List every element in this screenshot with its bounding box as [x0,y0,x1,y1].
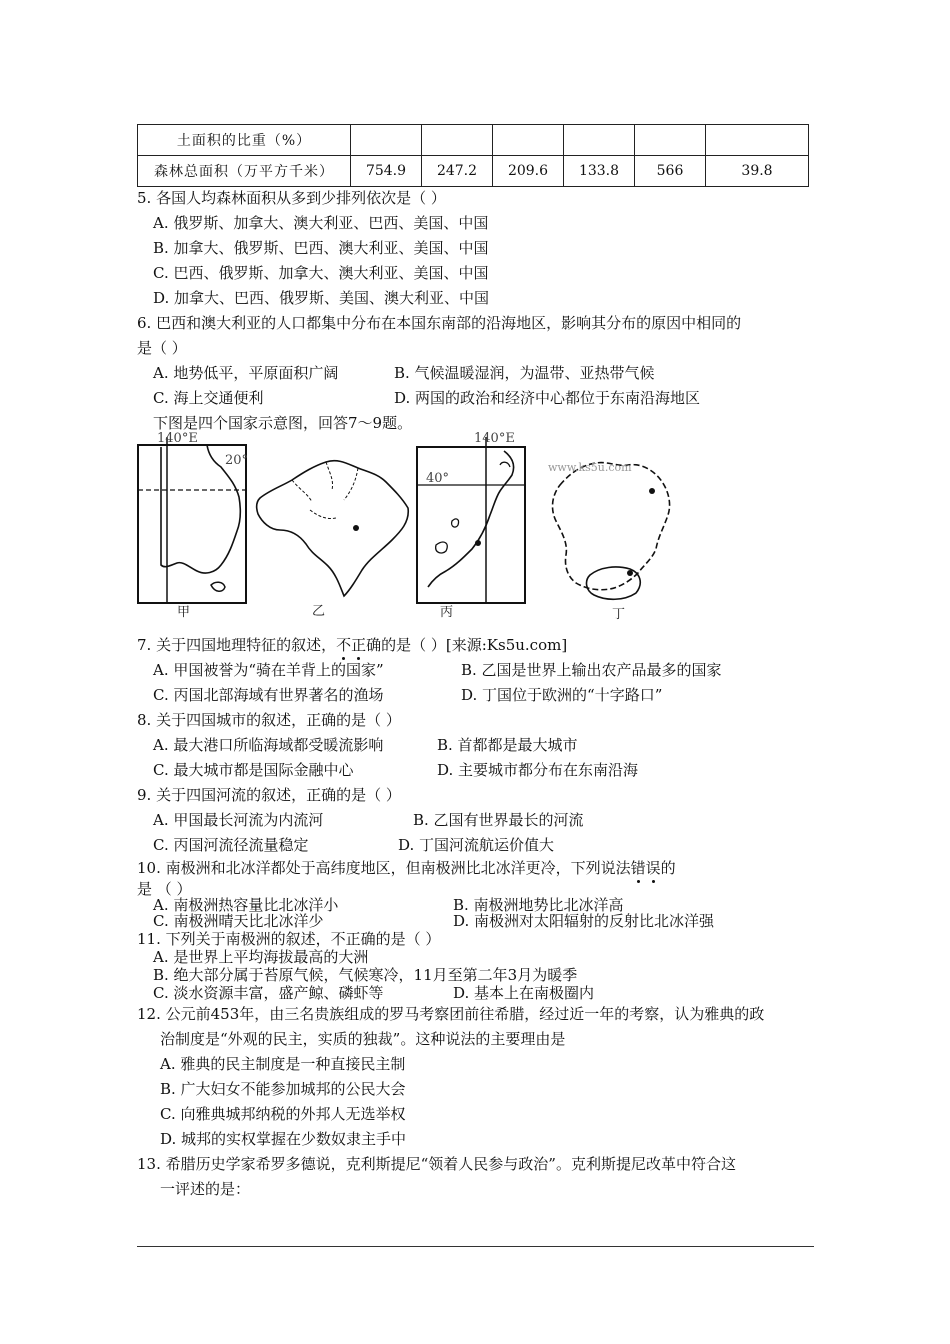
q13-stem-line2: 一评述的是： [160,1180,251,1198]
q11-option-a: A. 是世界上平均海拔最高的大洲 [153,948,369,966]
table-cell: 39.8 [706,156,809,187]
q6-option-a: A. 地势低平，平原面积广阔 [153,364,339,382]
table-row [138,125,809,156]
q8-option-b: B. 首都都是最大城市 [437,736,578,754]
q7-emphasis-char-1: 不 [336,636,352,654]
map-bing-lat-label: 40° [426,471,450,486]
table-cell: 566 [635,156,706,187]
q6-option-c: C. 海上交通便利 [153,389,264,407]
table-cell [493,125,564,156]
q5-option-a: A. 俄罗斯、加拿大、澳大利亚、巴西、美国、中国 [153,214,489,232]
table-row [138,156,809,187]
table-row-label: 森林总面积（万平方千米） [138,156,351,187]
q8-option-d: D. 主要城市都分布在东南沿海 [437,761,639,779]
q11-stem: 11. 下列关于南极洲的叙述，不正确的是（ ） [137,930,441,948]
map-bing-caption: 丙 [440,605,454,620]
table-cell [422,125,493,156]
q12-stem-line1: 12. 公元前453年，由三名贵族组成的罗马考察团前往希腊，经过近一年的考察，认为雅典的政 [137,1005,765,1023]
map-jia-lat-label: 20° [225,453,249,468]
map-jia-caption: 甲 [177,605,191,620]
q10-emphasis-char-2: 误 [645,859,661,877]
table-row-label: 土面积的比重（%） [138,125,351,156]
q10-option-c: C. 南极洲晴天比北冰洋少 [153,912,324,930]
q11-option-d: D. 基本上在南极圈内 [453,984,595,1002]
map-ding [540,455,690,622]
q9-option-d: D. 丁国河流航运价值大 [398,836,555,854]
q8-stem: 8. 关于四国城市的叙述，正确的是（ ） [137,711,401,729]
q9-stem: 9. 关于四国河流的叙述，正确的是（ ） [137,786,401,804]
map-jia [137,431,249,620]
map-ding-caption: 丁 [612,607,626,622]
q5-option-c: C. 巴西、俄罗斯、加拿大、澳大利亚、美国、中国 [153,264,489,282]
q10-option-a: A. 南极洲热容量比北冰洋小 [153,896,339,914]
q10-option-b: B. 南极洲地势比北冰洋高 [453,896,624,914]
table-cell [564,125,635,156]
map-yi [252,450,412,619]
q12-stem-line2: 治制度是“外观的民主，实质的独裁”。这种说法的主要理由是 [160,1030,566,1048]
q9-option-b: B. 乙国有世界最长的河流 [413,811,584,829]
intro-q7-9: 下图是四个国家示意图，回答7～9题。 [153,414,413,432]
table-cell [706,125,809,156]
q7-option-a: A. 甲国被誉为“骑在羊背上的国家” [153,661,384,679]
q7-option-c: C. 丙国北部海域有世界著名的渔场 [153,686,384,704]
q10-stem-post: 的 [660,859,676,877]
q13-stem-line1: 13. 希腊历史学家希罗多德说，克利斯提尼“领着人民参与政治”。克利斯提尼改革中符合这 [137,1155,736,1173]
q10-option-d: D. 南极洲对太阳辐射的反射比北冰洋强 [453,912,715,930]
q6-stem-line1: 6. 巴西和澳大利亚的人口都集中分布在本国东南部的沿海地区，影响其分布的原因中相同的 [137,314,742,332]
q5-option-b: B. 加拿大、俄罗斯、巴西、澳大利亚、美国、中国 [153,239,489,257]
map-yi-caption: 乙 [312,604,326,619]
q7-stem-post: 确的是（ ）[来源:Ks5u.com] [366,636,568,654]
map-bing-lon-label: 140°E [474,431,515,446]
map-jia-lon-label: 140°E [157,431,198,446]
q8-option-a: A. 最大港口所临海域都受暖流影响 [153,736,384,754]
table-cell: 754.9 [351,156,422,187]
q7-stem [137,634,567,656]
q10-stem-line1 [137,857,676,879]
table-cell: 133.8 [564,156,635,187]
footer-divider [137,1246,814,1247]
table-cell: 209.6 [493,156,564,187]
q10-stem-line2: 是 （ ） [137,880,192,898]
q11-option-c: C. 淡水资源丰富，盛产鲸、磷虾等 [153,984,384,1002]
q11-option-b: B. 绝大部分属于苔原气候，气候寒冷，11月至第二年3月为暖季 [153,966,578,984]
q10-emphasis-char-1: 错 [630,859,646,877]
table-cell: 247.2 [422,156,493,187]
table-cell [635,125,706,156]
q7-stem-pre: 7. 关于四国地理特征的叙述， [137,636,337,654]
map-bing [416,431,528,620]
q7-emphasis-char-2: 正 [351,636,367,654]
q9-option-c: C. 丙国河流径流量稳定 [153,836,309,854]
table-cell [351,125,422,156]
q7-option-d: D. 丁国位于欧洲的“十字路口” [461,686,663,704]
map-ding-watermark: www.ks5u.com [548,461,632,474]
q7-option-b: B. 乙国是世界上输出农产品最多的国家 [461,661,722,679]
q10-stem-pre: 10. 南极洲和北冰洋都处于高纬度地区，但南极洲比北冰洋更冷，下列说法 [137,859,631,877]
forest-data-table [137,124,809,187]
q8-option-c: C. 最大城市都是国际金融中心 [153,761,354,779]
q12-option-c: C. 向雅典城邦纳税的外邦人无选举权 [160,1105,406,1123]
q6-option-b: B. 气候温暖湿润，为温带、亚热带气候 [394,364,655,382]
q6-stem-line2: 是（ ） [137,339,187,357]
q5-stem: 5. 各国人均森林面积从多到少排列依次是（ ） [137,189,446,207]
q5-option-d: D. 加拿大、巴西、俄罗斯、美国、澳大利亚、中国 [153,289,490,307]
q6-option-d: D. 两国的政治和经济中心都位于东南沿海地区 [394,389,701,407]
q12-option-b: B. 广大妇女不能参加城邦的公民大会 [160,1080,406,1098]
q12-option-a: A. 雅典的民主制度是一种直接民主制 [160,1055,406,1073]
q12-option-d: D. 城邦的实权掌握在少数奴隶主手中 [160,1130,407,1148]
q9-option-a: A. 甲国最长河流为内流河 [153,811,324,829]
